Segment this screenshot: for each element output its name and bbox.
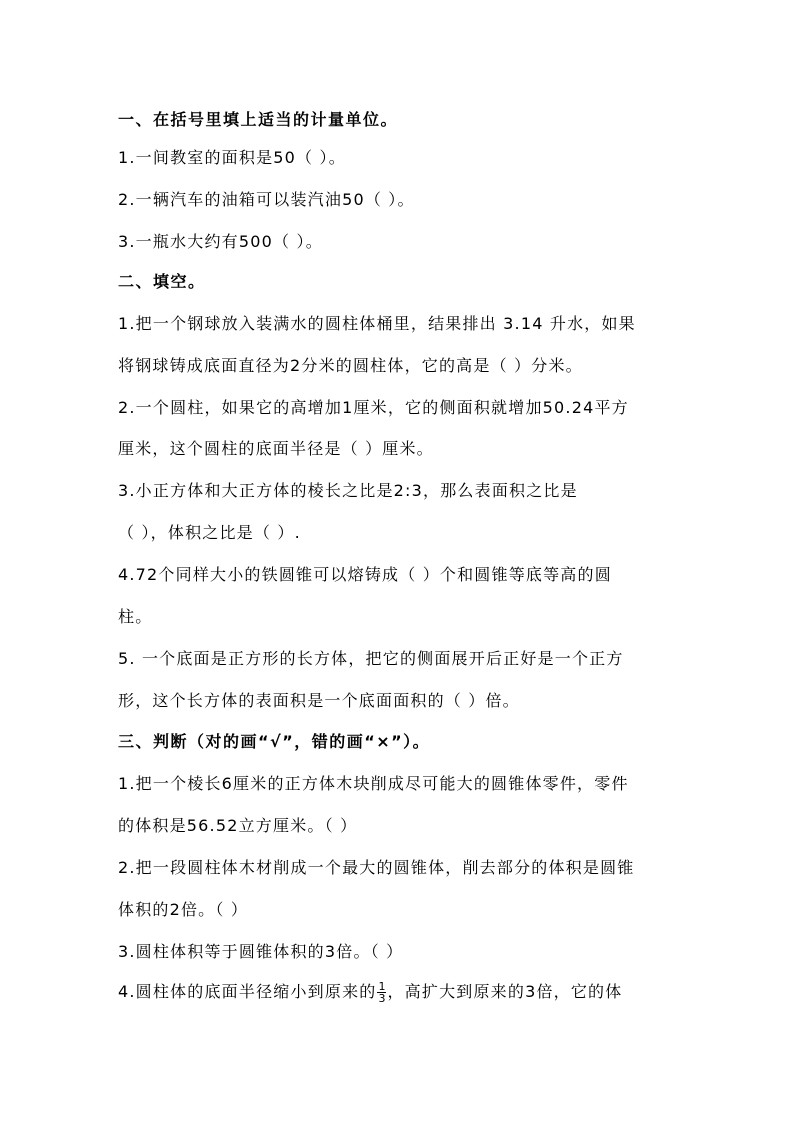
section-3-item-3: 3.圆柱体积等于圆锥体积的3倍。（ ） <box>118 942 404 961</box>
section-3-item-4-text-before: 4.圆柱体的底面半径缩小到原来的 <box>118 982 377 1001</box>
section-2-item-2-line-2: 厘米，这个圆柱的底面半径是（ ）厘米。 <box>118 439 434 458</box>
fraction-denominator: 3 <box>378 992 386 1005</box>
section-2-item-5-line-1: 5. 一个底面是正方形的长方体，把它的侧面展开后正好是一个正方 <box>118 649 624 668</box>
section-2-item-1-line-1: 1.把一个钢球放入装满水的圆柱体桶里，结果排出 3.14 升水，如果 <box>118 314 636 333</box>
section-2-item-3-line-2: （ ），体积之比是（ ）. <box>118 523 301 542</box>
section-3-heading: 三、判断（对的画“√”，错的画“×”）。 <box>118 732 431 751</box>
fraction-numerator: 1 <box>378 980 386 993</box>
section-1-heading: 一、在括号里填上适当的计量单位。 <box>118 110 399 129</box>
section-3-item-2-line-1: 2.把一段圆柱体木材削成一个最大的圆锥体，削去部分的体积是圆锥 <box>118 858 635 877</box>
section-3-item-4-line-1 <box>118 981 622 1004</box>
section-2-item-5-line-2: 形，这个长方体的表面积是一个底面面积的（ ）倍。 <box>118 691 520 710</box>
section-2-heading: 二、填空。 <box>118 272 206 291</box>
fraction-one-third <box>377 981 386 1004</box>
section-3-item-4-text-after: ，高扩大到原来的3倍，它的体 <box>387 982 623 1001</box>
section-2-item-4-line-2: 柱。 <box>118 607 153 626</box>
section-2-item-2-line-1: 2.一个圆柱，如果它的高增加1厘米，它的侧面积就增加50.24平方 <box>118 398 629 417</box>
section-2-item-3-line-1: 3.小正方体和大正方体的棱长之比是2:3，那么表面积之比是 <box>118 481 578 500</box>
section-2-item-1-line-2: 将钢球铸成底面直径为2分米的圆柱体，它的高是（ ）分米。 <box>118 356 583 375</box>
section-1-item-2: 2.一辆汽车的油箱可以装汽油50（ ）。 <box>118 190 415 209</box>
section-1-item-1: 1.一间教室的面积是50（ ）。 <box>118 148 346 167</box>
section-3-item-1-line-1: 1.把一个棱长6厘米的正方体木块削成尽可能大的圆锥体零件，零件 <box>118 774 629 793</box>
section-1-item-3: 3.一瓶水大约有500（ ）。 <box>118 232 323 251</box>
section-2-item-4-line-1: 4.72个同样大小的铁圆锥可以熔铸成（ ）个和圆锥等底等高的圆 <box>118 565 612 584</box>
section-3-item-2-line-2: 体积的2倍。（ ） <box>118 900 249 919</box>
section-3-item-1-line-2: 的体积是56.52立方厘米。（ ） <box>118 816 358 835</box>
